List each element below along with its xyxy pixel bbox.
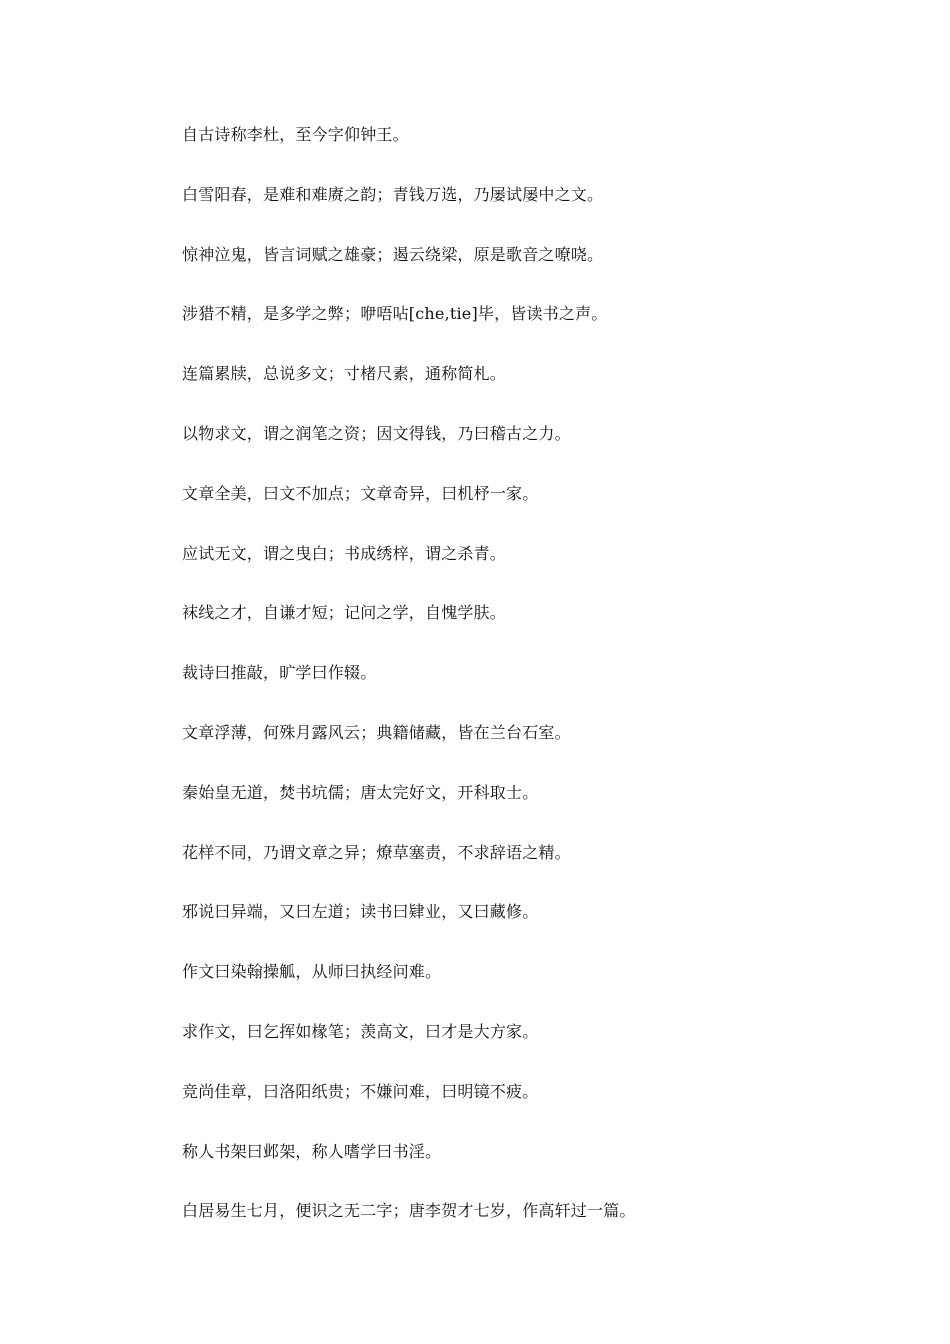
text-line: 应试无文，谓之曳白；书成绣梓，谓之杀青。	[182, 543, 507, 563]
text-line: 涉猎不精，是多学之弊；咿唔呫[che,tie]毕，皆读书之声。	[182, 304, 608, 324]
text-line: 邪说曰异端，又曰左道；读书曰肄业，又曰藏修。	[182, 902, 539, 922]
text-line: 白居易生七月，便识之无二字；唐李贺才七岁，作高轩过一篇。	[182, 1201, 636, 1221]
text-line: 裁诗曰推敲，旷学曰作辍。	[182, 663, 377, 683]
text-line: 以物求文，谓之润笔之资；因文得钱，乃曰稽古之力。	[182, 423, 571, 443]
text-line: 花样不同，乃谓文章之异；燎草塞责，不求辞语之精。	[182, 842, 571, 862]
text-line: 自古诗称李杜，至今字仰钟王。	[182, 125, 409, 144]
text-line: 竞尚佳章，曰洛阳纸贵；不嫌问难，曰明镜不疲。	[182, 1081, 539, 1101]
text-line: 文章浮薄，何殊月露风云；典籍储藏，皆在兰台石室。	[182, 722, 571, 742]
text-line: 惊神泣鬼，皆言词赋之雄豪；遏云绕梁，原是歌音之嘹哓。	[182, 244, 604, 264]
text-line: 作文曰染翰操觚，从师曰执经问难。	[182, 962, 442, 982]
text-line: 白雪阳春，是难和难赓之韵；青钱万选，乃屡试屡中之文。	[182, 184, 604, 204]
text-line: 称人书架曰邺架，称人嗜学曰书淫。	[182, 1141, 442, 1161]
text-line: 袜线之才，自谦才短；记问之学，自愧学肤。	[182, 603, 507, 623]
text-line: 秦始皇无道，焚书坑儒；唐太完好文，开科取士。	[182, 782, 539, 802]
text-line: 连篇累牍，总说多文；寸楮尺素，通称简札。	[182, 364, 507, 384]
text-line: 文章全美，曰文不加点；文章奇异，曰机杼一家。	[182, 483, 539, 503]
text-lines	[182, 122, 902, 1258]
text-line: 求作文，曰乞挥如椽笔；羡高文，曰才是大方家。	[182, 1021, 539, 1041]
